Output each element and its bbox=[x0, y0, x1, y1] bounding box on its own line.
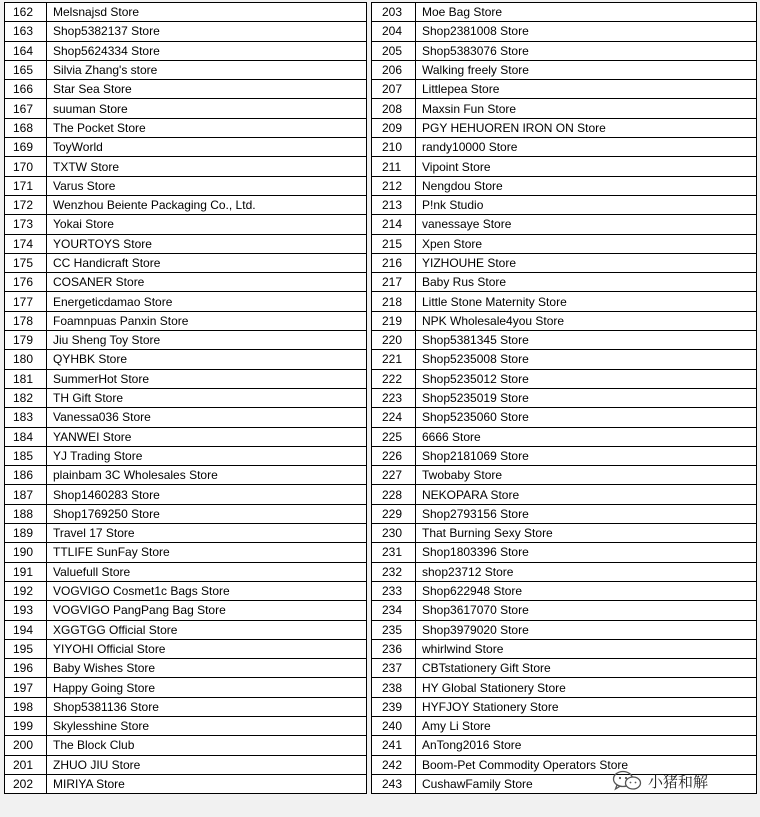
row-number: 168 bbox=[5, 118, 47, 137]
table-row bbox=[5, 311, 367, 330]
store-name: P!nk Studio bbox=[416, 195, 757, 214]
store-name: TXTW Store bbox=[47, 157, 367, 176]
table-row bbox=[372, 485, 757, 504]
table-row bbox=[5, 659, 367, 678]
row-number: 171 bbox=[5, 176, 47, 195]
table-row bbox=[5, 466, 367, 485]
table-row bbox=[372, 138, 757, 157]
row-number: 173 bbox=[5, 215, 47, 234]
table-row bbox=[5, 41, 367, 60]
store-name: ToyWorld bbox=[47, 138, 367, 157]
table-row bbox=[5, 60, 367, 79]
row-number: 169 bbox=[5, 138, 47, 157]
table-row bbox=[5, 446, 367, 465]
row-number: 224 bbox=[372, 408, 416, 427]
store-name: whirlwind Store bbox=[416, 639, 757, 658]
table-row bbox=[5, 427, 367, 446]
row-number: 181 bbox=[5, 369, 47, 388]
row-number: 184 bbox=[5, 427, 47, 446]
store-name: Walking freely Store bbox=[416, 60, 757, 79]
table-row bbox=[372, 639, 757, 658]
row-number: 205 bbox=[372, 41, 416, 60]
wechat-icon bbox=[612, 770, 642, 792]
row-number: 200 bbox=[5, 736, 47, 755]
store-name: Skylesshine Store bbox=[47, 716, 367, 735]
row-number: 240 bbox=[372, 716, 416, 735]
row-number: 196 bbox=[5, 659, 47, 678]
table-row bbox=[5, 3, 367, 22]
store-name: Shop5382137 Store bbox=[47, 22, 367, 41]
row-number: 164 bbox=[5, 41, 47, 60]
store-name: COSANER Store bbox=[47, 273, 367, 292]
row-number: 221 bbox=[372, 350, 416, 369]
table-row bbox=[5, 543, 367, 562]
store-name: YJ Trading Store bbox=[47, 446, 367, 465]
table-row bbox=[5, 369, 367, 388]
row-number: 233 bbox=[372, 581, 416, 600]
table-row bbox=[372, 80, 757, 99]
row-number: 197 bbox=[5, 678, 47, 697]
store-name: Shop1803396 Store bbox=[416, 543, 757, 562]
table-row bbox=[5, 639, 367, 658]
table-row bbox=[5, 99, 367, 118]
store-table-left bbox=[4, 2, 367, 794]
store-name: XGGTGG Official Store bbox=[47, 620, 367, 639]
store-name: Foamnpuas Panxin Store bbox=[47, 311, 367, 330]
store-table-right bbox=[371, 2, 757, 794]
table-row bbox=[372, 157, 757, 176]
row-number: 235 bbox=[372, 620, 416, 639]
table-row bbox=[5, 620, 367, 639]
row-number: 226 bbox=[372, 446, 416, 465]
table-row bbox=[372, 620, 757, 639]
store-name: Shop2181069 Store bbox=[416, 446, 757, 465]
table-row bbox=[372, 659, 757, 678]
store-name: TH Gift Store bbox=[47, 388, 367, 407]
table-row bbox=[5, 774, 367, 793]
table-row bbox=[372, 388, 757, 407]
store-name: Travel 17 Store bbox=[47, 524, 367, 543]
row-number: 170 bbox=[5, 157, 47, 176]
store-name: HYFJOY Stationery Store bbox=[416, 697, 757, 716]
table-row bbox=[372, 736, 757, 755]
row-number: 175 bbox=[5, 253, 47, 272]
store-name: Shop1769250 Store bbox=[47, 504, 367, 523]
row-number: 208 bbox=[372, 99, 416, 118]
store-name: VOGVIGO Cosmet1c Bags Store bbox=[47, 581, 367, 600]
row-number: 212 bbox=[372, 176, 416, 195]
store-name: Baby Wishes Store bbox=[47, 659, 367, 678]
row-number: 182 bbox=[5, 388, 47, 407]
table-row bbox=[372, 292, 757, 311]
store-name: ZHUO JIU Store bbox=[47, 755, 367, 774]
row-number: 231 bbox=[372, 543, 416, 562]
store-name: Happy Going Store bbox=[47, 678, 367, 697]
store-name: Shop5383076 Store bbox=[416, 41, 757, 60]
table-row bbox=[5, 80, 367, 99]
store-name: Shop5235060 Store bbox=[416, 408, 757, 427]
store-name: Shop5235008 Store bbox=[416, 350, 757, 369]
table-row bbox=[5, 331, 367, 350]
table-row bbox=[5, 273, 367, 292]
table-row bbox=[372, 60, 757, 79]
store-name: CC Handicraft Store bbox=[47, 253, 367, 272]
store-name: That Burning Sexy Store bbox=[416, 524, 757, 543]
store-name: PGY HEHUOREN IRON ON Store bbox=[416, 118, 757, 137]
store-name: Vipoint Store bbox=[416, 157, 757, 176]
table-row bbox=[5, 388, 367, 407]
row-number: 206 bbox=[372, 60, 416, 79]
store-name: NPK Wholesale4you Store bbox=[416, 311, 757, 330]
row-number: 211 bbox=[372, 157, 416, 176]
row-number: 223 bbox=[372, 388, 416, 407]
row-number: 177 bbox=[5, 292, 47, 311]
row-number: 191 bbox=[5, 562, 47, 581]
store-name: Shop5624334 Store bbox=[47, 41, 367, 60]
row-number: 222 bbox=[372, 369, 416, 388]
store-name: Shop3617070 Store bbox=[416, 601, 757, 620]
store-name: shop23712 Store bbox=[416, 562, 757, 581]
store-name: CushawFamily Store bbox=[416, 774, 757, 793]
row-number: 225 bbox=[372, 427, 416, 446]
store-name: SummerHot Store bbox=[47, 369, 367, 388]
row-number: 178 bbox=[5, 311, 47, 330]
row-number: 229 bbox=[372, 504, 416, 523]
row-number: 193 bbox=[5, 601, 47, 620]
table-row bbox=[372, 678, 757, 697]
table-row bbox=[372, 350, 757, 369]
table-row bbox=[372, 408, 757, 427]
store-name: CBTstationery Gift Store bbox=[416, 659, 757, 678]
row-number: 165 bbox=[5, 60, 47, 79]
store-name: Shop622948 Store bbox=[416, 581, 757, 600]
store-name: Nengdou Store bbox=[416, 176, 757, 195]
row-number: 199 bbox=[5, 716, 47, 735]
row-number: 176 bbox=[5, 273, 47, 292]
row-number: 195 bbox=[5, 639, 47, 658]
store-table-left-body bbox=[5, 3, 367, 794]
row-number: 216 bbox=[372, 253, 416, 272]
store-name: Baby Rus Store bbox=[416, 273, 757, 292]
table-row bbox=[372, 716, 757, 735]
store-name: MIRIYA Store bbox=[47, 774, 367, 793]
table-row bbox=[372, 3, 757, 22]
row-number: 242 bbox=[372, 755, 416, 774]
store-name: Star Sea Store bbox=[47, 80, 367, 99]
table-row bbox=[5, 215, 367, 234]
row-number: 201 bbox=[5, 755, 47, 774]
store-name: YIZHOUHE Store bbox=[416, 253, 757, 272]
table-row bbox=[5, 138, 367, 157]
table-row bbox=[5, 562, 367, 581]
store-name: Shop5235012 Store bbox=[416, 369, 757, 388]
store-name: Shop5381345 Store bbox=[416, 331, 757, 350]
table-row bbox=[372, 524, 757, 543]
row-number: 241 bbox=[372, 736, 416, 755]
store-name: Maxsin Fun Store bbox=[416, 99, 757, 118]
row-number: 183 bbox=[5, 408, 47, 427]
store-name: vanessaye Store bbox=[416, 215, 757, 234]
table-row bbox=[5, 176, 367, 195]
store-name: Shop2793156 Store bbox=[416, 504, 757, 523]
row-number: 236 bbox=[372, 639, 416, 658]
row-number: 239 bbox=[372, 697, 416, 716]
row-number: 185 bbox=[5, 446, 47, 465]
row-number: 167 bbox=[5, 99, 47, 118]
store-name: HY Global Stationery Store bbox=[416, 678, 757, 697]
table-row bbox=[372, 99, 757, 118]
table-row bbox=[5, 408, 367, 427]
store-name: AnTong2016 Store bbox=[416, 736, 757, 755]
table-row bbox=[5, 157, 367, 176]
table-row bbox=[372, 504, 757, 523]
store-name: Shop3979020 Store bbox=[416, 620, 757, 639]
table-row bbox=[372, 581, 757, 600]
store-name: Amy Li Store bbox=[416, 716, 757, 735]
store-name: Shop2381008 Store bbox=[416, 22, 757, 41]
row-number: 166 bbox=[5, 80, 47, 99]
table-row bbox=[5, 678, 367, 697]
row-number: 172 bbox=[5, 195, 47, 214]
row-number: 194 bbox=[5, 620, 47, 639]
row-number: 204 bbox=[372, 22, 416, 41]
watermark bbox=[612, 770, 708, 792]
row-number: 227 bbox=[372, 466, 416, 485]
table-row bbox=[5, 524, 367, 543]
table-row bbox=[372, 118, 757, 137]
table-row bbox=[5, 22, 367, 41]
store-name: YANWEI Store bbox=[47, 427, 367, 446]
store-name: Xpen Store bbox=[416, 234, 757, 253]
table-row bbox=[372, 22, 757, 41]
store-name: Little Stone Maternity Store bbox=[416, 292, 757, 311]
row-number: 203 bbox=[372, 3, 416, 22]
table-row bbox=[372, 41, 757, 60]
table-row bbox=[372, 369, 757, 388]
store-name: Silvia Zhang's store bbox=[47, 60, 367, 79]
row-number: 234 bbox=[372, 601, 416, 620]
row-number: 213 bbox=[372, 195, 416, 214]
row-number: 232 bbox=[372, 562, 416, 581]
row-number: 202 bbox=[5, 774, 47, 793]
table-row bbox=[372, 601, 757, 620]
store-name: The Block Club bbox=[47, 736, 367, 755]
store-table-right-body bbox=[372, 3, 757, 794]
row-number: 180 bbox=[5, 350, 47, 369]
row-number: 189 bbox=[5, 524, 47, 543]
table-row bbox=[5, 350, 367, 369]
watermark-text: 小猪和解 bbox=[648, 772, 709, 791]
store-name: YOURTOYS Store bbox=[47, 234, 367, 253]
table-row bbox=[372, 195, 757, 214]
store-name: The Pocket Store bbox=[47, 118, 367, 137]
store-name: Littlepea Store bbox=[416, 80, 757, 99]
table-row bbox=[5, 755, 367, 774]
table-row bbox=[372, 253, 757, 272]
row-number: 207 bbox=[372, 80, 416, 99]
row-number: 187 bbox=[5, 485, 47, 504]
store-name: Yokai Store bbox=[47, 215, 367, 234]
store-name: Twobaby Store bbox=[416, 466, 757, 485]
store-name: Vanessa036 Store bbox=[47, 408, 367, 427]
row-number: 163 bbox=[5, 22, 47, 41]
store-name: YIYOHI Official Store bbox=[47, 639, 367, 658]
table-row bbox=[5, 292, 367, 311]
row-number: 243 bbox=[372, 774, 416, 793]
store-name: Jiu Sheng Toy Store bbox=[47, 331, 367, 350]
row-number: 218 bbox=[372, 292, 416, 311]
row-number: 228 bbox=[372, 485, 416, 504]
store-name: Melsnajsd Store bbox=[47, 3, 367, 22]
table-row bbox=[372, 466, 757, 485]
store-name: Wenzhou Beiente Packaging Co., Ltd. bbox=[47, 195, 367, 214]
table-row bbox=[372, 562, 757, 581]
table-row bbox=[5, 601, 367, 620]
row-number: 219 bbox=[372, 311, 416, 330]
row-number: 162 bbox=[5, 3, 47, 22]
store-name: VOGVIGO PangPang Bag Store bbox=[47, 601, 367, 620]
store-name: Shop1460283 Store bbox=[47, 485, 367, 504]
store-name: suuman Store bbox=[47, 99, 367, 118]
table-row bbox=[372, 311, 757, 330]
table-row bbox=[5, 253, 367, 272]
store-name: Varus Store bbox=[47, 176, 367, 195]
store-name: TTLIFE SunFay Store bbox=[47, 543, 367, 562]
store-name: plainbam 3C Wholesales Store bbox=[47, 466, 367, 485]
store-name: NEKOPARA Store bbox=[416, 485, 757, 504]
store-name: 6666 Store bbox=[416, 427, 757, 446]
row-number: 192 bbox=[5, 581, 47, 600]
table-row bbox=[5, 234, 367, 253]
store-name: Shop5235019 Store bbox=[416, 388, 757, 407]
row-number: 214 bbox=[372, 215, 416, 234]
store-name: Valuefull Store bbox=[47, 562, 367, 581]
row-number: 186 bbox=[5, 466, 47, 485]
table-row bbox=[5, 485, 367, 504]
table-row bbox=[5, 736, 367, 755]
store-name: Energeticdamao Store bbox=[47, 292, 367, 311]
table-row bbox=[5, 118, 367, 137]
table-row bbox=[5, 716, 367, 735]
table-row bbox=[372, 234, 757, 253]
table-row bbox=[5, 504, 367, 523]
row-number: 210 bbox=[372, 138, 416, 157]
row-number: 215 bbox=[372, 234, 416, 253]
table-row bbox=[5, 195, 367, 214]
row-number: 179 bbox=[5, 331, 47, 350]
row-number: 230 bbox=[372, 524, 416, 543]
table-row bbox=[372, 176, 757, 195]
store-name: QYHBK Store bbox=[47, 350, 367, 369]
row-number: 188 bbox=[5, 504, 47, 523]
row-number: 238 bbox=[372, 678, 416, 697]
row-number: 198 bbox=[5, 697, 47, 716]
row-number: 174 bbox=[5, 234, 47, 253]
table-row bbox=[372, 697, 757, 716]
row-number: 190 bbox=[5, 543, 47, 562]
store-name: randy10000 Store bbox=[416, 138, 757, 157]
row-number: 217 bbox=[372, 273, 416, 292]
store-name: Moe Bag Store bbox=[416, 3, 757, 22]
table-row bbox=[5, 581, 367, 600]
store-name: Boom-Pet Commodity Operators Store bbox=[416, 755, 757, 774]
table-row bbox=[372, 427, 757, 446]
row-number: 237 bbox=[372, 659, 416, 678]
table-row bbox=[372, 215, 757, 234]
table-row bbox=[372, 543, 757, 562]
table-row bbox=[5, 697, 367, 716]
store-name: Shop5381136 Store bbox=[47, 697, 367, 716]
row-number: 209 bbox=[372, 118, 416, 137]
row-number: 220 bbox=[372, 331, 416, 350]
table-row bbox=[372, 331, 757, 350]
table-row bbox=[372, 446, 757, 465]
table-row bbox=[372, 273, 757, 292]
